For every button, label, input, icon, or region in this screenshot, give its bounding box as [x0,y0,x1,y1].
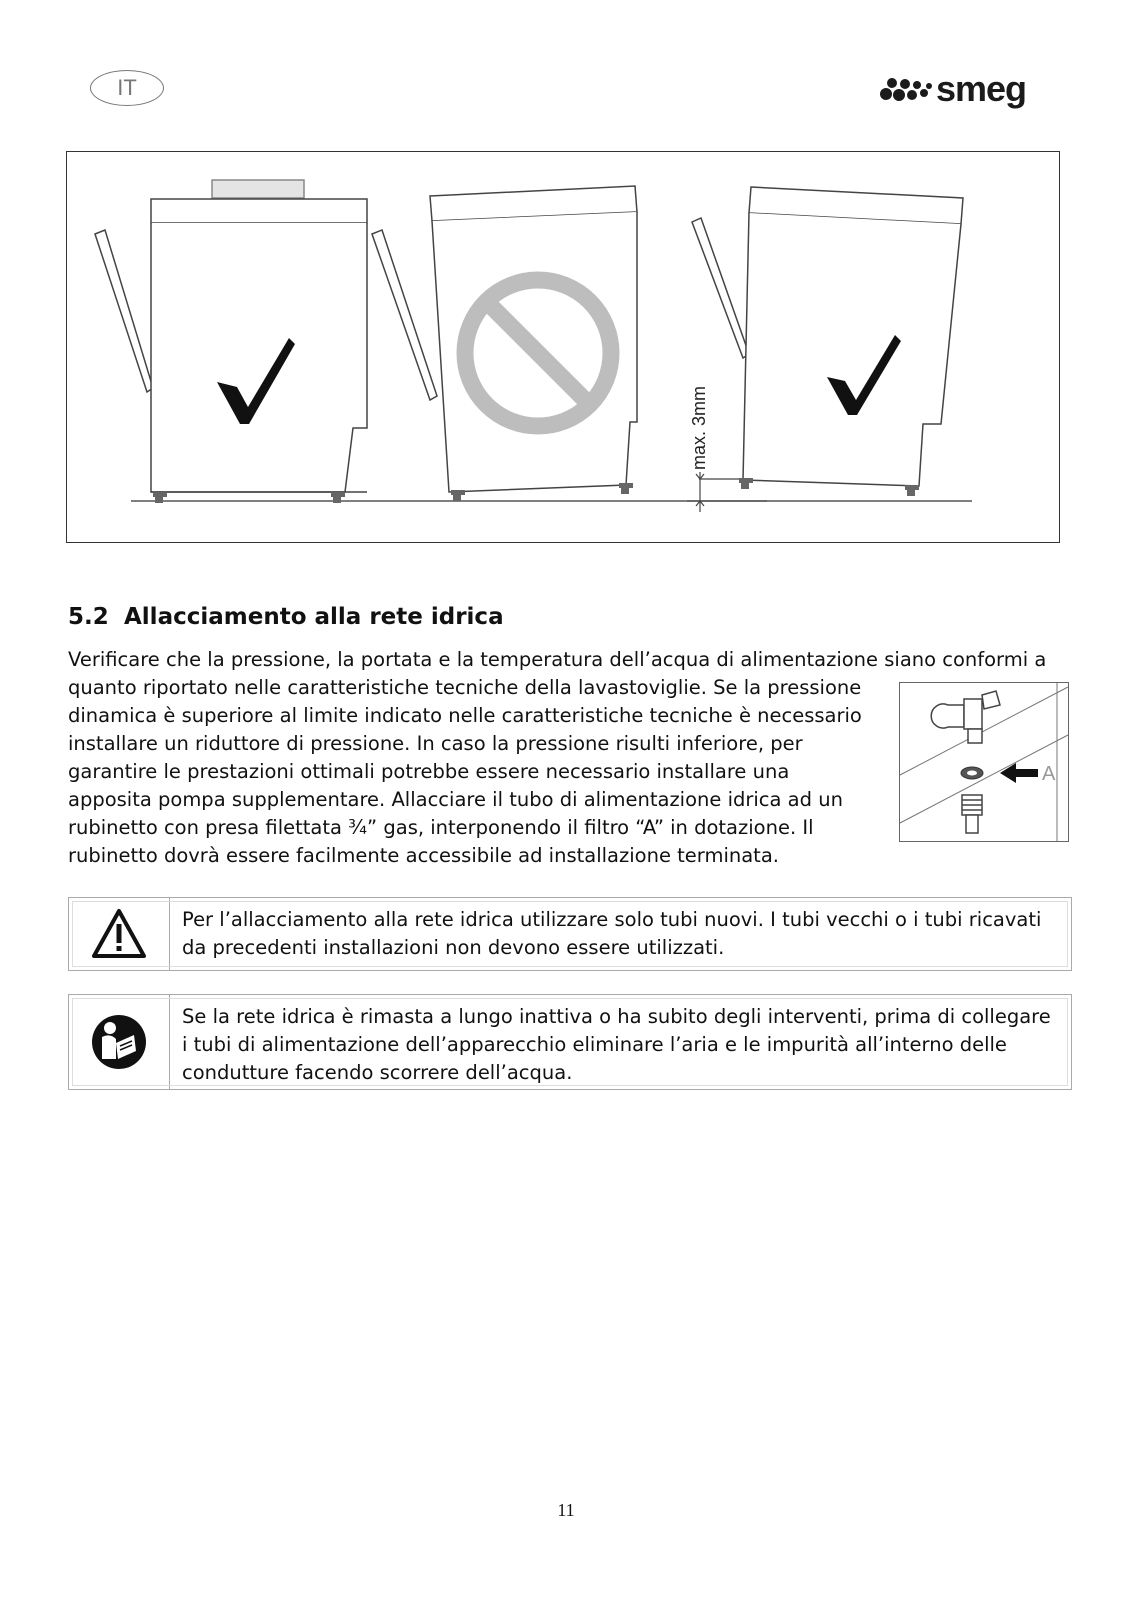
hose-connector-icon [962,795,982,833]
info-text: Se la rete idrica è rimasta a lungo inattiva o ha subito degli interventi, prima di collegare i tubi di alimentazione dell’apparecchio eliminare l’aria e le impurità all’interno delle condutture facendo scorrere dell’acqua. [182,1005,1051,1084]
dishwasher-level [95,180,367,503]
leveling-illustration [67,152,1059,542]
info-notice [68,994,1072,1090]
brand-dots-icon [880,74,940,104]
dishwasher-tilted-wrong [372,186,637,501]
arrow-left-icon [1000,763,1038,783]
warning-icon-cell [69,898,170,970]
section-title-text: Allacciamento alla rete idrica [124,604,504,630]
filter-label: A [1042,763,1056,785]
tap-filter-diagram [899,682,1069,842]
max-3mm-label: max. 3mm [689,385,709,470]
paragraph-body: quanto riportato nelle caratteristiche tecniche della lavastoviglie. Se la pressione dinamica è superiore al limite indicato nelle caratteristiche tecniche è necessario installare un riduttore di pressione. In caso la pressione risulti inferiore, per garantire le prestazioni ottimali potrebbe essere necessario installare una apposita pompa supplementare. Allacciare il tubo di alimentazione idrica ad un rubinetto con presa filettata ¾” gas, interponendo il filtro “A” in dotazione. Il rubinetto dovrà essere facilmente accessibile ad installazione terminata. [68,676,862,867]
language-badge [90,70,164,106]
brand-logo [880,64,1050,108]
brand-name: smeg [936,68,1027,109]
language-badge-label: IT [117,75,137,100]
warning-text: Per l’allacciamento alla rete idrica utilizzare solo tubi nuovi. I tubi vecchi o i tubi ricavati da precedenti installazioni non devono essere utilizzati. [182,908,1042,959]
section-number: 5.2 [68,604,109,630]
info-icon-cell [69,995,170,1089]
warning-notice [68,897,1072,971]
section-title [68,604,504,630]
read-manual-icon [90,1013,148,1071]
paragraph-first-line: Verificare che la pressione, la portata e la temperatura dell’acqua di alimentazione siano conformi a [68,648,1047,671]
leveling-figure [66,151,1060,543]
warning-triangle-icon [91,908,147,960]
dishwasher-tilted-ok [692,187,963,496]
page-number: 11 [557,1500,575,1520]
tap-icon [931,691,1000,743]
